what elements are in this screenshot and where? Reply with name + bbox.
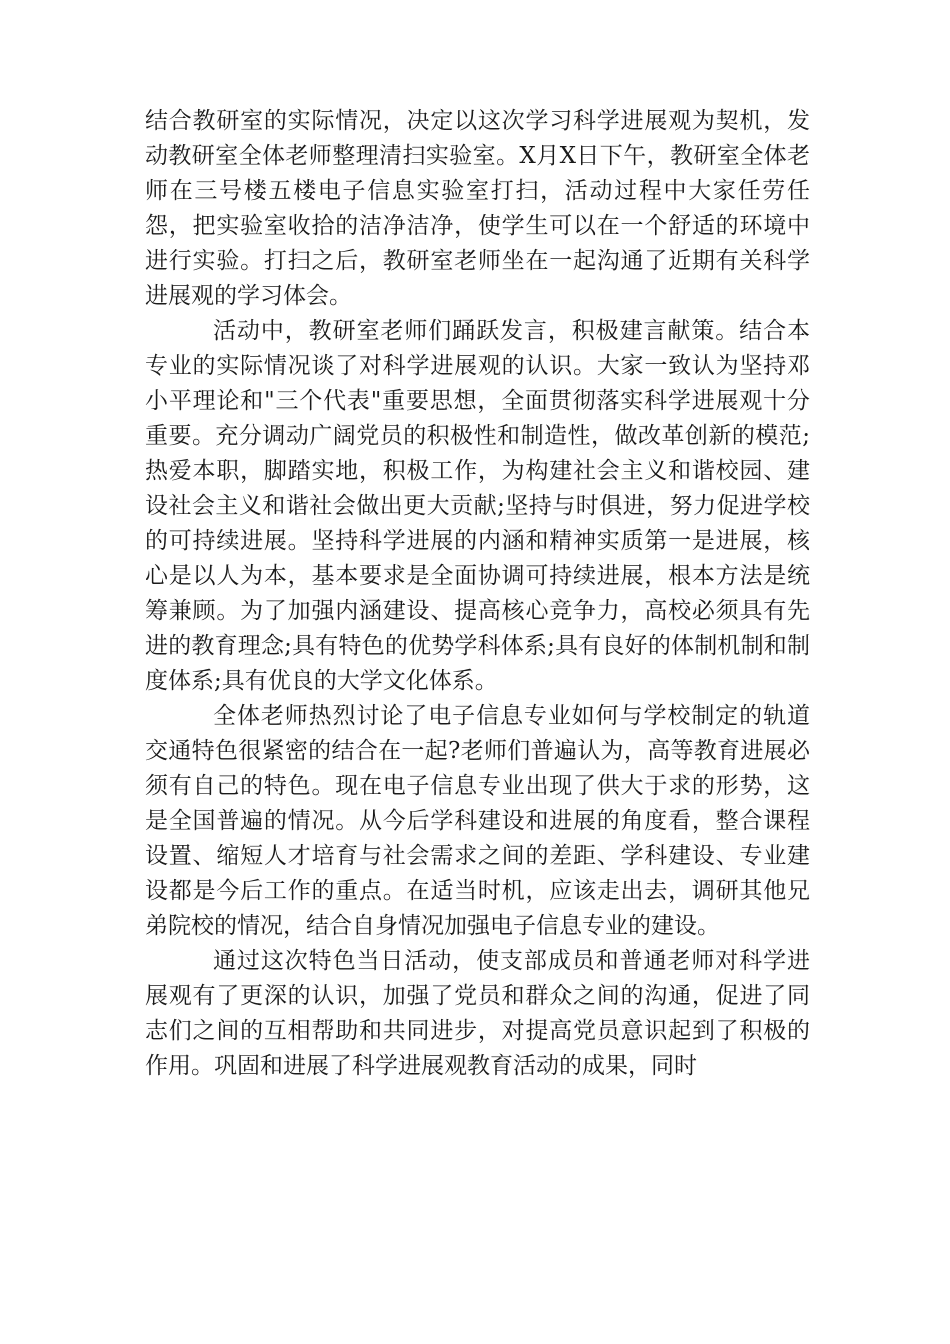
paragraph-2: 活动中，教研室老师们踊跃发言，积极建言献策。结合本专业的实际情况谈了对科学进展观的认识。大家一致认为坚持邓小平理论和"三个代表"重要思想，全面贯彻落实科学进展观十分重要。充分调动广阔党员的积极性和制造性，做改革创新的模范;热爱本职，脚踏实地，积极工作，为构建社会主义和谐校园、建设社会主义和谐社会做出更大贡献;坚持与时俱进，努力促进学校的可持续进展。坚持科学进展的内涵和精神实质第一是进展，核心是以人为本，基本要求是全面协调可持续进展，根本方法是统筹兼顾。为了加强内涵建设、提高核心竞争力，高校必须具有先进的教育理念;具有特色的优势学科体系;具有良好的体制机制和制度体系;具有优良的大学文化体系。 bbox=[145, 318, 810, 694]
paragraph-4: 通过这次特色当日活动，使支部成员和普通老师对科学进展观有了更深的认识，加强了党员和群众之间的沟通，促进了同志们之间的互相帮助和共同进步，对提高党员意识起到了积极的作用。巩固和进展了科学进展观教育活动的成果，同时 bbox=[145, 948, 810, 1079]
paragraph-3: 全体老师热烈讨论了电子信息专业如何与学校制定的轨道交通特色很紧密的结合在一起?老师们普遍认为，高等教育进展必须有自己的特色。现在电子信息专业出现了供大于求的形势，这是全国普遍的情况。从今后学科建设和进展的角度看，整合课程设置、缩短人才培育与社会需求之间的差距、学科建设、专业建设都是今后工作的重点。在适当时机，应该走出去，调研其他兄弟院校的情况，结合自身情况加强电子信息专业的建设。 bbox=[145, 703, 810, 939]
paragraph-1: 结合教研室的实际情况，决定以这次学习科学进展观为契机，发动教研室全体老师整理清扫实验室。X月X日下午，教研室全体老师在三号楼五楼电子信息实验室打扫，活动过程中大家任劳任怨，把实验室收拾的洁净洁净，使学生可以在一个舒适的环境中进行实验。打扫之后，教研室老师坐在一起沟通了近期有关科学进展观的学习体会。 bbox=[145, 108, 810, 309]
document-body bbox=[145, 104, 810, 1084]
